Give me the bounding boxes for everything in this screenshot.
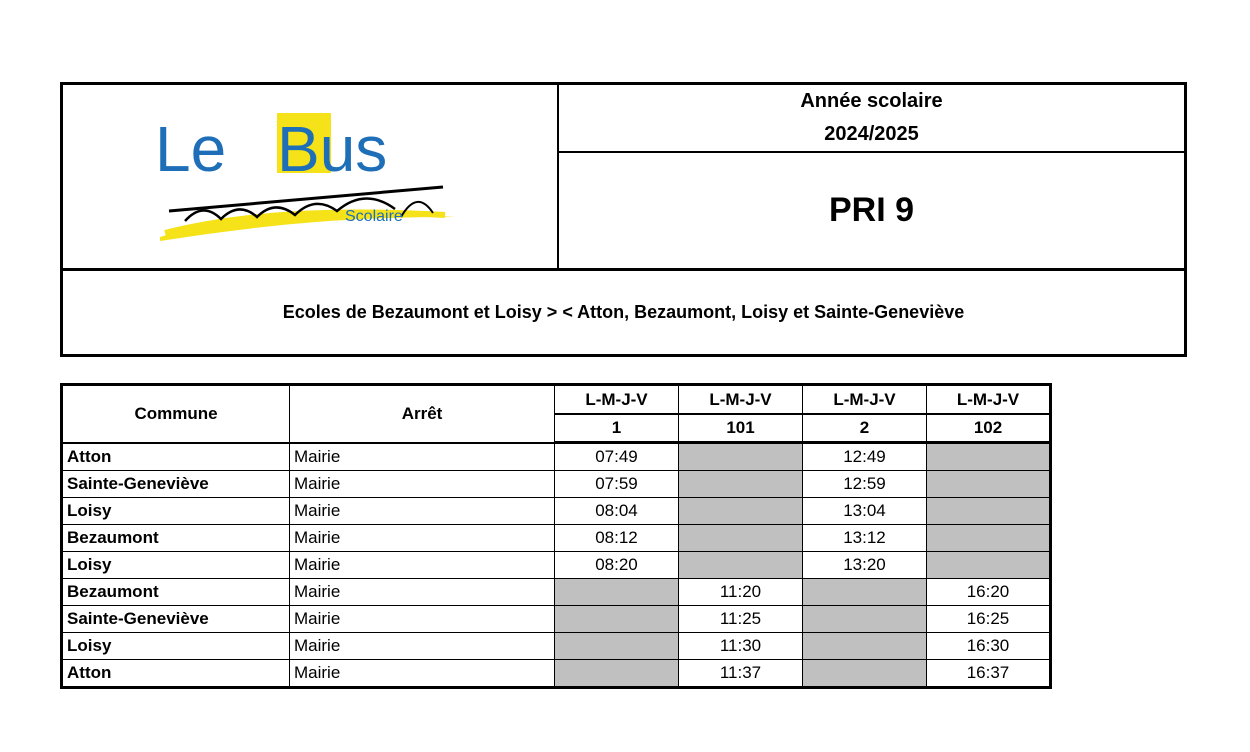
time-cell: 07:59	[555, 471, 679, 498]
no-service-cell	[679, 443, 803, 471]
no-service-cell	[927, 471, 1051, 498]
no-service-cell	[927, 498, 1051, 525]
school-year-label: Année scolaire	[800, 90, 943, 112]
arret-cell: Mairie	[290, 498, 555, 525]
no-service-cell	[679, 525, 803, 552]
time-cell: 16:37	[927, 660, 1051, 688]
line-name: PRI 9	[828, 191, 915, 229]
no-service-cell	[555, 633, 679, 660]
no-service-cell	[803, 633, 927, 660]
logo-scolaire-text: Scolaire	[345, 208, 403, 225]
logo-bus-text: Bus	[277, 113, 388, 185]
time-cell: 11:37	[679, 660, 803, 688]
commune-cell: Sainte-Geneviève	[62, 606, 290, 633]
service-days: L-M-J-V	[803, 385, 927, 415]
commune-cell: Bezaumont	[62, 579, 290, 606]
commune-cell: Atton	[62, 443, 290, 471]
time-cell: 11:20	[679, 579, 803, 606]
header-commune: Commune	[62, 385, 290, 443]
arret-cell: Mairie	[290, 660, 555, 688]
school-year-cell	[559, 85, 1184, 153]
logo-le-text: Le	[155, 113, 227, 185]
line-name-cell	[559, 153, 1184, 268]
arret-cell: Mairie	[290, 471, 555, 498]
time-cell: 12:59	[803, 471, 927, 498]
time-cell: 11:30	[679, 633, 803, 660]
arret-cell: Mairie	[290, 606, 555, 633]
time-cell: 07:49	[555, 443, 679, 471]
time-cell: 12:49	[803, 443, 927, 471]
time-cell: 08:04	[555, 498, 679, 525]
no-service-cell	[679, 498, 803, 525]
time-cell: 13:20	[803, 552, 927, 579]
no-service-cell	[679, 471, 803, 498]
table-row	[62, 443, 1051, 471]
no-service-cell	[927, 443, 1051, 471]
commune-cell: Sainte-Geneviève	[62, 471, 290, 498]
timetable-body	[62, 443, 1051, 688]
no-service-cell	[803, 579, 927, 606]
service-number: 101	[679, 414, 803, 443]
time-cell: 13:12	[803, 525, 927, 552]
commune-cell: Bezaumont	[62, 525, 290, 552]
table-row	[62, 633, 1051, 660]
no-service-cell	[679, 552, 803, 579]
table-row	[62, 606, 1051, 633]
arret-cell: Mairie	[290, 579, 555, 606]
no-service-cell	[803, 660, 927, 688]
service-number: 1	[555, 414, 679, 443]
arret-cell: Mairie	[290, 443, 555, 471]
arret-cell: Mairie	[290, 633, 555, 660]
header-box	[60, 82, 1187, 357]
arret-cell: Mairie	[290, 525, 555, 552]
service-days: L-M-J-V	[927, 385, 1051, 415]
commune-cell: Loisy	[62, 633, 290, 660]
service-days: L-M-J-V	[679, 385, 803, 415]
arret-cell: Mairie	[290, 552, 555, 579]
time-cell: 11:25	[679, 606, 803, 633]
logo-cell	[63, 85, 559, 268]
route-cell	[63, 268, 1184, 354]
table-row	[62, 579, 1051, 606]
header-arret: Arrêt	[290, 385, 555, 443]
school-year-value: 2024/2025	[824, 123, 919, 145]
table-row	[62, 471, 1051, 498]
service-number: 102	[927, 414, 1051, 443]
table-row	[62, 498, 1051, 525]
no-service-cell	[555, 579, 679, 606]
no-service-cell	[555, 660, 679, 688]
lebus-logo	[155, 105, 455, 245]
time-cell: 16:20	[927, 579, 1051, 606]
time-cell: 16:25	[927, 606, 1051, 633]
time-cell: 08:12	[555, 525, 679, 552]
service-days: L-M-J-V	[555, 385, 679, 415]
time-cell: 16:30	[927, 633, 1051, 660]
no-service-cell	[555, 606, 679, 633]
time-cell: 13:04	[803, 498, 927, 525]
time-cell: 08:20	[555, 552, 679, 579]
service-number: 2	[803, 414, 927, 443]
table-row	[62, 660, 1051, 688]
commune-cell: Loisy	[62, 498, 290, 525]
commune-cell: Atton	[62, 660, 290, 688]
table-row	[62, 525, 1051, 552]
no-service-cell	[927, 552, 1051, 579]
no-service-cell	[927, 525, 1051, 552]
table-row	[62, 552, 1051, 579]
commune-cell: Loisy	[62, 552, 290, 579]
no-service-cell	[803, 606, 927, 633]
timetable	[60, 383, 1052, 689]
route-description: Ecoles de Bezaumont et Loisy > < Atton, Bezaumont, Loisy et Sainte-Geneviève	[282, 302, 965, 322]
